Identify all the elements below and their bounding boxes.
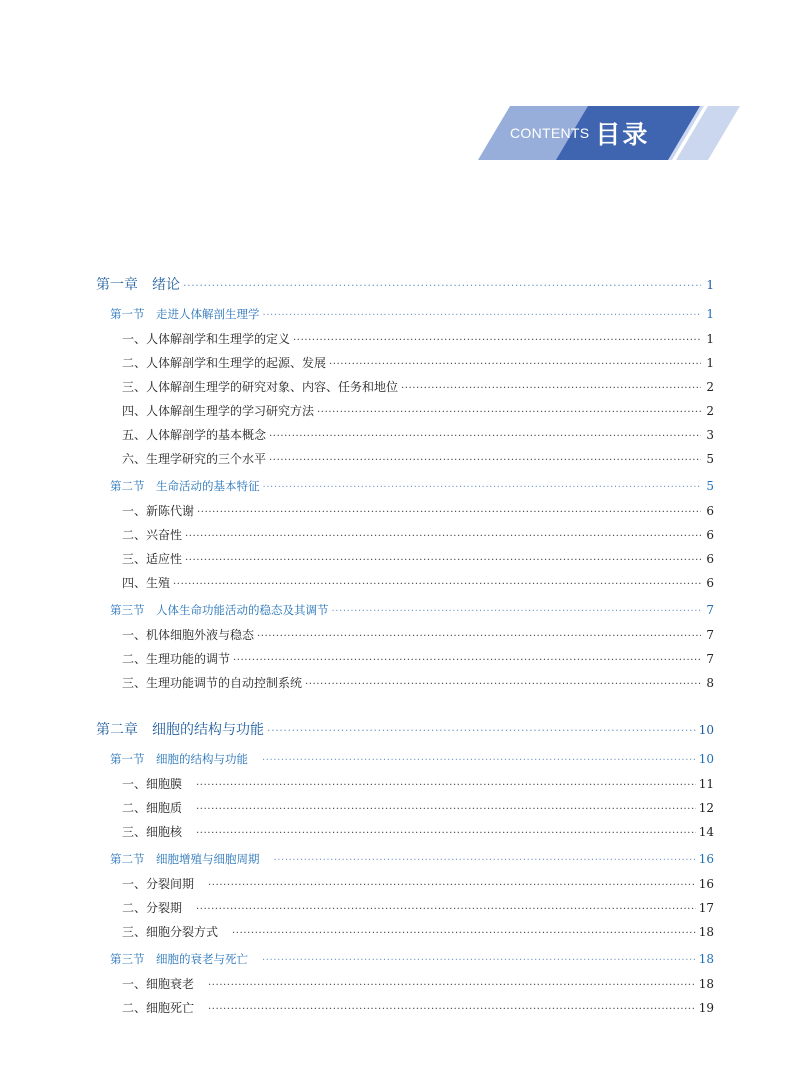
page-number: 1	[706, 356, 714, 370]
item-title: 二、细胞质	[122, 801, 183, 815]
item-title: 五、人体解剖学的基本概念	[122, 428, 267, 442]
toc-item[interactable]	[96, 550, 714, 574]
dot-leader	[401, 383, 701, 394]
dot-leader	[293, 335, 701, 346]
item-title: 三、细胞分裂方式	[122, 925, 219, 939]
page-number: 16	[698, 877, 714, 891]
page-number: 7	[706, 603, 714, 617]
toc-item[interactable]	[96, 775, 714, 799]
page-number: 2	[706, 380, 714, 394]
page-number: 18	[698, 952, 714, 966]
item-title: 二、人体解剖学和生理学的起源、发展	[122, 356, 327, 370]
toc-item[interactable]	[96, 502, 714, 526]
page-number: 6	[706, 528, 714, 542]
section-title: 第一节 走进人体解剖生理学	[110, 307, 260, 321]
page-number: 10	[698, 752, 714, 766]
chapter-title: 第二章 细胞的结构与功能	[96, 722, 264, 738]
toc-item[interactable]	[96, 574, 714, 598]
page-number: 5	[706, 479, 714, 493]
toc-item[interactable]	[96, 923, 714, 947]
page-number: 18	[698, 977, 714, 991]
dot-leader	[274, 855, 696, 866]
item-title: 二、兴奋性	[122, 528, 183, 542]
dot-leader	[185, 555, 701, 566]
toc-chapter-2[interactable]	[96, 719, 714, 744]
item-title: 三、适应性	[122, 552, 183, 566]
toc-section[interactable]	[96, 951, 714, 975]
page-number: 16	[698, 852, 714, 866]
toc-chapter-1[interactable]	[96, 274, 714, 299]
item-title: 四、人体解剖生理学的学习研究方法	[122, 404, 315, 418]
page-number: 5	[706, 452, 714, 466]
dot-leader	[257, 631, 701, 642]
toc-item[interactable]	[96, 426, 714, 450]
section-title: 第二节 细胞增殖与细胞周期	[110, 852, 260, 866]
page-number: 11	[698, 777, 714, 791]
page-number: 1	[706, 332, 714, 346]
toc-item[interactable]	[96, 899, 714, 923]
item-title: 三、生理功能调节的自动控制系统	[122, 676, 303, 690]
contents-banner	[478, 106, 742, 160]
page-number: 1	[706, 278, 714, 292]
page-number: 6	[706, 576, 714, 590]
contents-label: CONTENTS	[510, 125, 590, 141]
dot-leader	[267, 724, 696, 737]
dot-leader	[262, 955, 696, 966]
toc-item[interactable]	[96, 330, 714, 354]
toc-section[interactable]	[96, 306, 714, 330]
section-title: 第三节 细胞的衰老与死亡	[110, 952, 248, 966]
toc-item[interactable]	[96, 975, 714, 999]
toc-item[interactable]	[96, 799, 714, 823]
chapter-2-group	[96, 719, 714, 1023]
toc-item[interactable]	[96, 674, 714, 698]
toc-item[interactable]	[96, 354, 714, 378]
dot-leader	[185, 531, 701, 542]
dot-leader	[269, 455, 701, 466]
toc-item[interactable]	[96, 823, 714, 847]
item-title: 六、生理学研究的三个水平	[122, 452, 267, 466]
dot-leader	[305, 679, 701, 690]
dot-leader	[197, 507, 701, 518]
section-title: 第二节 生命活动的基本特征	[110, 479, 260, 493]
toc-item[interactable]	[96, 650, 714, 674]
toc-item[interactable]	[96, 875, 714, 899]
page-number: 7	[706, 628, 714, 642]
toc-item[interactable]	[96, 999, 714, 1023]
table-of-contents	[96, 270, 714, 1023]
item-title: 三、细胞核	[122, 825, 183, 839]
page-number: 14	[698, 825, 714, 839]
page-title: 目录	[595, 120, 650, 149]
toc-item[interactable]	[96, 402, 714, 426]
dot-leader	[196, 828, 696, 839]
page-number: 8	[706, 676, 714, 690]
dot-leader	[263, 482, 702, 493]
dot-leader	[173, 579, 701, 590]
section-title: 第三节 人体生命功能活动的稳态及其调节	[110, 603, 329, 617]
item-title: 一、细胞衰老	[122, 977, 195, 991]
dot-leader	[317, 407, 701, 418]
item-title: 一、人体解剖学和生理学的定义	[122, 332, 291, 346]
item-title: 二、分裂期	[122, 901, 183, 915]
item-title: 一、分裂间期	[122, 877, 195, 891]
page-number: 2	[706, 404, 714, 418]
item-title: 一、机体细胞外液与稳态	[122, 628, 255, 642]
dot-leader	[233, 655, 701, 666]
section-title: 第一节 细胞的结构与功能	[110, 752, 248, 766]
item-title: 二、细胞死亡	[122, 1001, 195, 1015]
page-number: 18	[698, 925, 714, 939]
page-number: 7	[706, 652, 714, 666]
page-number: 6	[706, 552, 714, 566]
page-number: 10	[698, 723, 714, 737]
item-title: 一、新陈代谢	[122, 504, 195, 518]
chapter-title: 第一章 绪论	[96, 277, 180, 293]
item-title: 二、生理功能的调节	[122, 652, 231, 666]
toc-item[interactable]	[96, 450, 714, 474]
page-number: 12	[698, 801, 714, 815]
toc-item[interactable]	[96, 626, 714, 650]
chapter-spacer	[96, 698, 714, 715]
page-number: 17	[698, 901, 714, 915]
dot-leader	[196, 780, 696, 791]
dot-leader	[263, 310, 702, 321]
page-number: 1	[706, 307, 714, 321]
page-number: 6	[706, 504, 714, 518]
toc-item[interactable]	[96, 378, 714, 402]
dot-leader	[262, 755, 696, 766]
page-number: 19	[698, 1001, 714, 1015]
dot-leader	[208, 880, 696, 891]
toc-section[interactable]	[96, 478, 714, 502]
dot-leader	[269, 431, 701, 442]
toc-section[interactable]	[96, 602, 714, 626]
item-title: 一、细胞膜	[122, 777, 183, 791]
dot-leader	[183, 279, 701, 292]
dot-leader	[329, 359, 701, 370]
toc-item[interactable]	[96, 526, 714, 550]
dot-leader	[232, 928, 696, 939]
dot-leader	[208, 980, 696, 991]
dot-leader	[332, 606, 702, 617]
toc-section[interactable]	[96, 751, 714, 775]
dot-leader	[196, 904, 696, 915]
dot-leader	[208, 1004, 696, 1015]
item-title: 四、生殖	[122, 576, 171, 590]
dot-leader	[196, 804, 696, 815]
page-number: 3	[706, 428, 714, 442]
item-title: 三、人体解剖生理学的研究对象、内容、任务和地位	[122, 380, 399, 394]
toc-section[interactable]	[96, 851, 714, 875]
